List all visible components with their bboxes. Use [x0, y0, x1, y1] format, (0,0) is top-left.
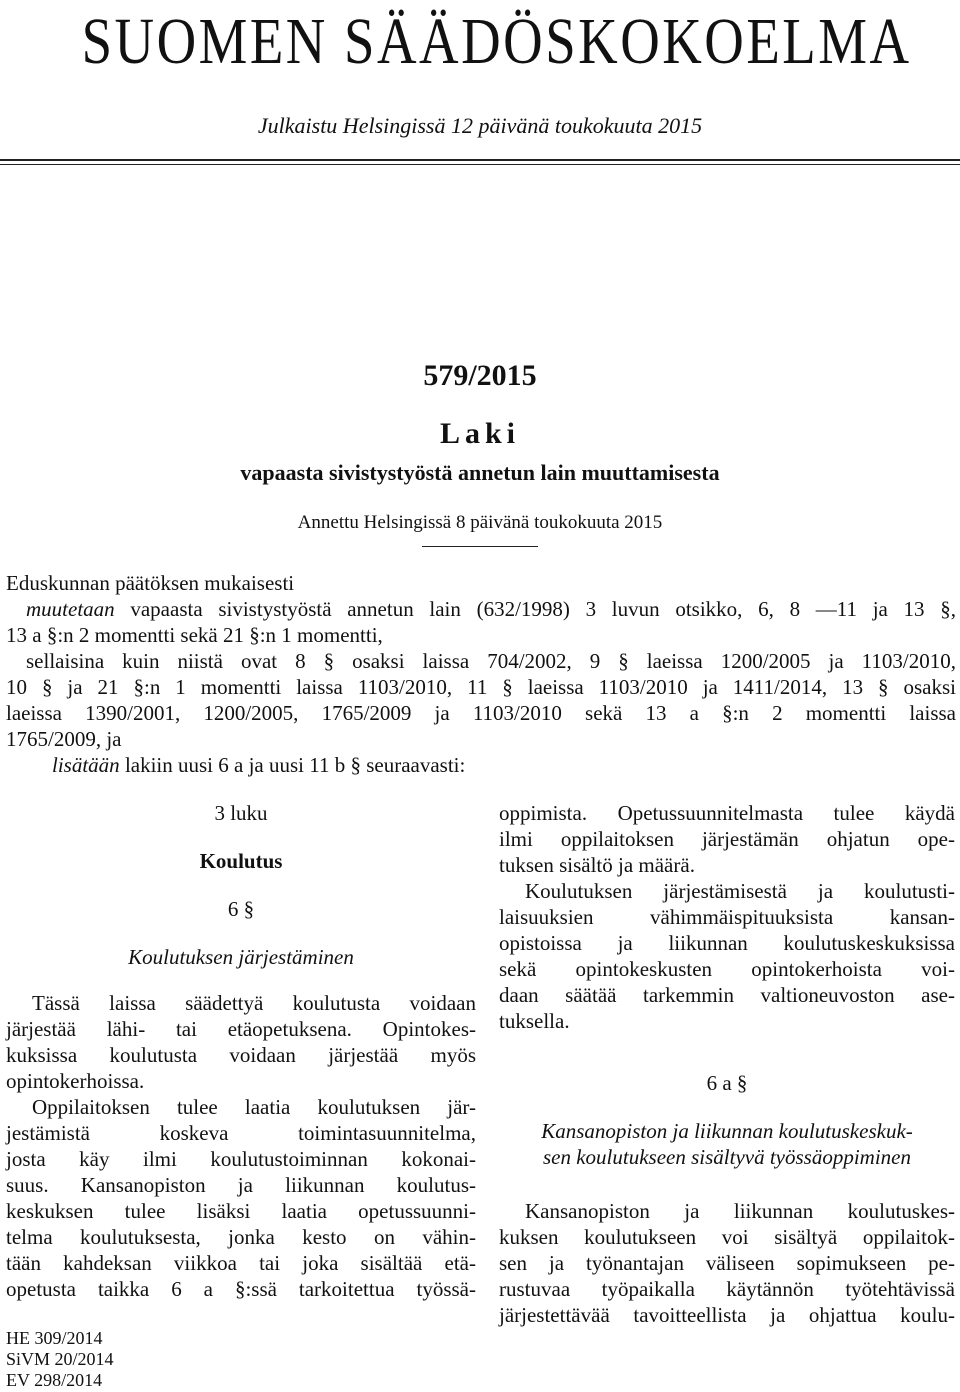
text-line: keskuksen tulee lisäksi laatia opetussuunni-: [6, 1199, 476, 1223]
section-6-heading: 6 §: [227, 897, 255, 921]
text-line: Koulutuksen järjestämisestä ja koulutusti-: [525, 879, 955, 903]
preamble: [6, 570, 956, 778]
text-line: tuksella.: [499, 1009, 570, 1033]
preamble-line-4: sellaisina kuin niistä ovat 8 § osaksi laissa 704/2002, 9 § laeissa 1200/2005 ja 1103/2010,: [26, 649, 956, 673]
preamble-line-5: 10 § ja 21 §:n 1 momentti laissa 1103/2010, 11 § laeissa 1103/2010 ja 1411/2014, 13 § osaksi: [6, 675, 956, 699]
legislative-references: [6, 1328, 114, 1391]
given-date-line: Annettu Helsingissä 8 päivänä toukokuuta 2015: [297, 512, 663, 533]
text-line: oppimista. Opetussuunnitelmasta tulee käydä: [499, 801, 955, 825]
committee-report-ref: SiVM 20/2014: [6, 1349, 114, 1369]
add-keyword: lisätään: [52, 753, 120, 777]
text-line: sekä opintokeskusten opintokerhoista voi-: [499, 957, 955, 981]
preamble-line-2-text: vapaasta sivistystyöstä annetun lain (632/1998) 3 luvun otsikko, 6, 8 —11 ja 13 §,: [114, 597, 956, 621]
header-rule: [0, 159, 960, 161]
text-line: Kansanopiston ja liikunnan koulutuskes-: [525, 1199, 955, 1223]
amend-keyword: muutetaan: [26, 597, 115, 621]
preamble-line-3: 13 a §:n 2 momentti sekä 21 §:n 1 momentti,: [6, 623, 383, 647]
section-6a-paragraph-1: [499, 1198, 955, 1328]
text-line: sen ja työnantajan väliseen sopimukseen pe-: [499, 1251, 955, 1275]
preamble-line-6: laeissa 1390/2001, 1200/2005, 1765/2009 ja 1103/2010 sekä 13 a §:n 2 momentti laissa: [6, 701, 956, 725]
text-line: järjestää lähi- tai etäopetuksena. Opintokes-: [6, 1017, 476, 1041]
text-line: opistoissa ja liikunnan koulutuskeskuksissa: [499, 931, 955, 955]
section-6-title: Koulutuksen järjestäminen: [128, 945, 354, 969]
text-line: Oppilaitoksen tulee laatia koulutuksen jär-: [32, 1095, 476, 1119]
section-6-paragraph-1: [6, 990, 476, 1094]
chapter-title: Koulutus: [199, 849, 283, 873]
section-6a-title-line-2: sen koulutukseen sisältyvä työssäoppiminen: [542, 1145, 911, 1169]
left-column: [6, 800, 476, 1302]
preamble-line-8-text: lakiin uusi 6 a ja uusi 11 b § seuraavasti:: [119, 753, 466, 777]
parliament-reply-ref: EV 298/2014: [6, 1370, 103, 1390]
section-6-paragraph-2: [6, 1094, 476, 1302]
text-line: ilmi oppilaitoksen järjestämän ohjatun ope-: [499, 827, 955, 851]
text-line: rustuvaa työpaikalla käytännön työtehtävissä: [499, 1277, 955, 1301]
act-type: Laki: [439, 417, 521, 450]
text-line: daan säätää tarkemmin valtioneuvoston ase-: [499, 983, 955, 1007]
preamble-line-2: [6, 596, 956, 622]
government-proposal-ref: HE 309/2014: [6, 1328, 103, 1348]
text-line: järjestettävää tavoitteellista ja ohjattua koulu-: [499, 1303, 955, 1327]
act-number: 579/2015: [423, 359, 537, 392]
section-6a-title-line-1: Kansanopiston ja liikunnan koulutuskeskuk-: [541, 1119, 913, 1143]
text-line: Tässä laissa säädettyä koulutusta voidaan: [32, 991, 476, 1015]
text-line: josta käy ilmi koulutustoiminnan kokonai-: [6, 1147, 476, 1171]
masthead: SUOMEN SÄÄDÖSKOKOELMA: [81, 5, 912, 78]
act-title: vapaasta sivistystyöstä annetun lain muuttamisesta: [240, 460, 720, 485]
section-6-continuation: [499, 800, 955, 878]
publication-line: Julkaistu Helsingissä 12 päivänä toukokuuta 2015: [257, 113, 703, 138]
text-line: kuksen koulutukseen voi sisältyä oppilaitok-: [499, 1225, 955, 1249]
header-rule-thin: [0, 164, 960, 165]
text-line: tuksen sisältö ja määrä.: [499, 853, 695, 877]
text-line: laisuuksien vähimmäispituuksista kansan-: [499, 905, 955, 929]
text-line: telma koulutuksesta, jonka kesto on vähin-: [6, 1225, 476, 1249]
text-line: jestämistä koskeva toimintasuunnitelma,: [6, 1121, 476, 1145]
section-6a-heading: 6 a §: [706, 1071, 748, 1095]
text-line: suus. Kansanopiston ja liikunnan koulutus-: [6, 1173, 476, 1197]
preamble-line-1: Eduskunnan päätöksen mukaisesti: [6, 571, 295, 595]
preamble-line-8: [6, 752, 956, 778]
text-line: kuksissa koulutusta voidaan järjestää myös: [6, 1043, 476, 1067]
title-divider: [422, 546, 538, 547]
text-line: tään kahdeksan viikkoa tai joka sisältää etä-: [6, 1251, 476, 1275]
text-line: opintokerhoissa.: [6, 1069, 145, 1093]
chapter-number: 3 luku: [214, 801, 268, 825]
preamble-line-7: 1765/2009, ja: [6, 727, 122, 751]
text-line: opetusta taikka 6 a §:ssä tarkoitettua työssä-: [6, 1277, 476, 1301]
section-6-paragraph-3: [499, 878, 955, 1034]
right-column: [499, 800, 955, 1328]
